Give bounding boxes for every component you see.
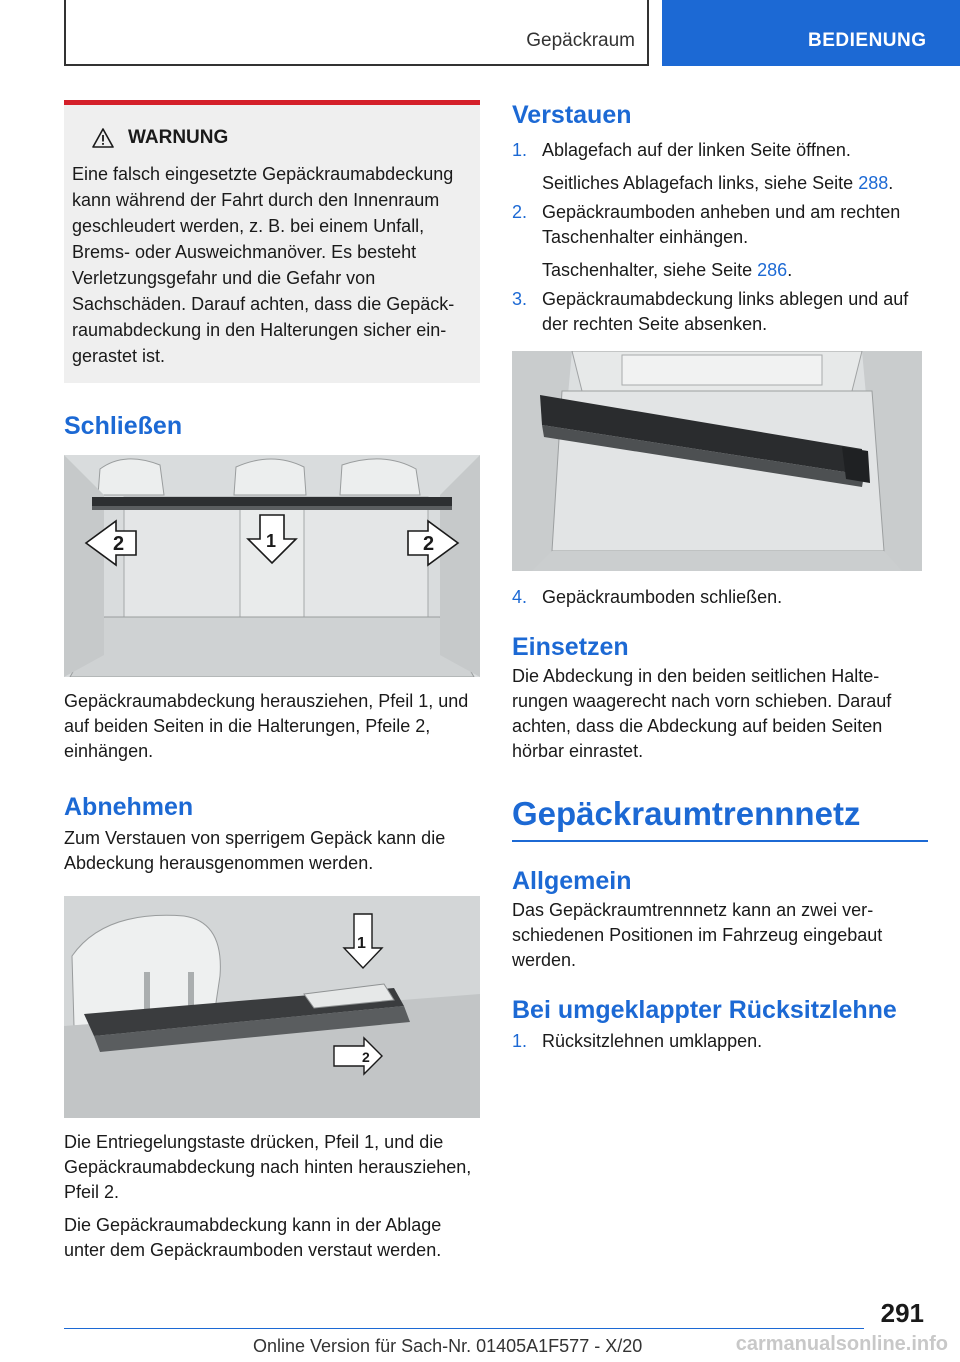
- list-item: [512, 200, 928, 283]
- step-number: 2.: [512, 202, 528, 222]
- schliessen-text: Gepäckraumabdeckung herausziehen, Pfeil 1, und auf beiden Seiten in die Halterungen, Pfeile 2, einhängen.: [64, 691, 469, 761]
- arrow-label-2-right: 2: [423, 533, 435, 555]
- list-item: [512, 287, 928, 337]
- heading-rule: [512, 840, 928, 842]
- warning-text: Eine falsch eingesetzte Gepäckraumabdeckung kann während der Fahrt durch den Innenraum geschleudert werden, z. B. bei einem Unfall, Brems- oder Ausweichmanöver. Es besteht Verletzungsgefahr und die Gefahr von Sachschäden. Darauf achten, dass die Gepäckraumabdeckung in den Halterungen sicher eingerastet ist.: [72, 164, 455, 366]
- photo-cover-remove: [64, 896, 480, 1118]
- step-number: 1.: [512, 140, 528, 160]
- abnehmen-intro: Zum Verstauen von sperrigem Gepäck kann die Abdeckung herausgenommen werden.: [64, 828, 446, 873]
- step-text: Gepäckraumabdeckung links ablegen und auf der rechten Seite absenken.: [542, 289, 909, 334]
- step-text: Ablagefach auf der linken Seite öffnen.: [542, 140, 851, 160]
- photo-cover-stow: [512, 351, 922, 571]
- cover-release-illustration: [64, 896, 480, 1118]
- step-number: 1.: [512, 1031, 528, 1051]
- warning-title-label: WARNUNG: [128, 127, 229, 148]
- right-column: [512, 100, 928, 1054]
- einsetzen-text: Die Abdeckung in den beiden seitlichen Halterungen waagerecht nach vorn schieben. Darauf achten, dass die Abdeckung auf beiden Seiten hörbar einrastet.: [512, 666, 892, 761]
- step-number: 3.: [512, 289, 528, 309]
- arrow-label-remove-1: 1: [357, 935, 366, 952]
- arrow-label-1: 1: [266, 531, 277, 551]
- heading-verstauen: Verstauen: [512, 101, 632, 129]
- heading-schliessen: Schließen: [64, 412, 183, 440]
- list-item: [512, 585, 928, 610]
- page-link-288[interactable]: 288: [858, 173, 889, 193]
- step-reference: Seitliches Ablagefach links, siehe Seite 288.: [542, 173, 894, 193]
- step-number: 4.: [512, 587, 528, 607]
- step-text: Rücksitzlehnen umklappen.: [542, 1031, 763, 1051]
- warning-box: [64, 100, 480, 383]
- left-column: [64, 100, 480, 1263]
- abnehmen-text-2: Die Gepäckraumabdeckung kann in der Ablage unter dem Gepäckraumboden verstaut werden.: [64, 1215, 442, 1260]
- watermark: carmanualsonline.info: [735, 1333, 948, 1355]
- step-text: Gepäckraumboden schließen.: [542, 587, 783, 607]
- heading-allgemein: Allgemein: [512, 867, 632, 895]
- page-number: 291: [880, 1298, 924, 1328]
- photo-cover-close: [64, 455, 480, 677]
- heading-trennnetz: Gepäckraumtrennnetz: [512, 795, 861, 832]
- footer-online-version: Online Version für Sach-Nr. 01405A1F577 - X/20: [253, 1336, 643, 1356]
- page-link-286[interactable]: 286: [757, 260, 788, 280]
- allgemein-text: Das Gepäckraumtrennnetz kann an zwei verschiedenen Positionen im Fahrzeug eingebaut werden.: [512, 900, 883, 970]
- header-chapter-tab: BEDIENUNG: [662, 0, 960, 66]
- heading-umgeklappt: Bei umgeklappter Rücksitzlehne: [512, 996, 897, 1024]
- heading-abnehmen: Abnehmen: [64, 793, 194, 821]
- heading-einsetzen: Einsetzen: [512, 633, 629, 661]
- trunk-cover-illustration: [64, 455, 480, 677]
- warning-title: [72, 127, 472, 149]
- footer-rule: [64, 1328, 864, 1329]
- stow-cover-illustration: [512, 351, 922, 571]
- step-text: Gepäckraumboden anheben und am rechten Taschenhalter einhängen.: [542, 202, 901, 247]
- list-item: [512, 1029, 928, 1054]
- arrow-label-remove-2: 2: [362, 1049, 370, 1065]
- step-reference: Taschenhalter, siehe Seite 286.: [542, 260, 793, 280]
- arrow-label-2-left: 2: [113, 533, 125, 555]
- list-item: [512, 138, 928, 196]
- header-section-title: Gepäckraum: [526, 30, 635, 51]
- warning-triangle-icon: [92, 128, 114, 148]
- abnehmen-text-1: Die Entriegelungstaste drücken, Pfeil 1, und die Gepäckraumabdeckung nach hinten herausziehen, Pfeil 2.: [64, 1132, 472, 1202]
